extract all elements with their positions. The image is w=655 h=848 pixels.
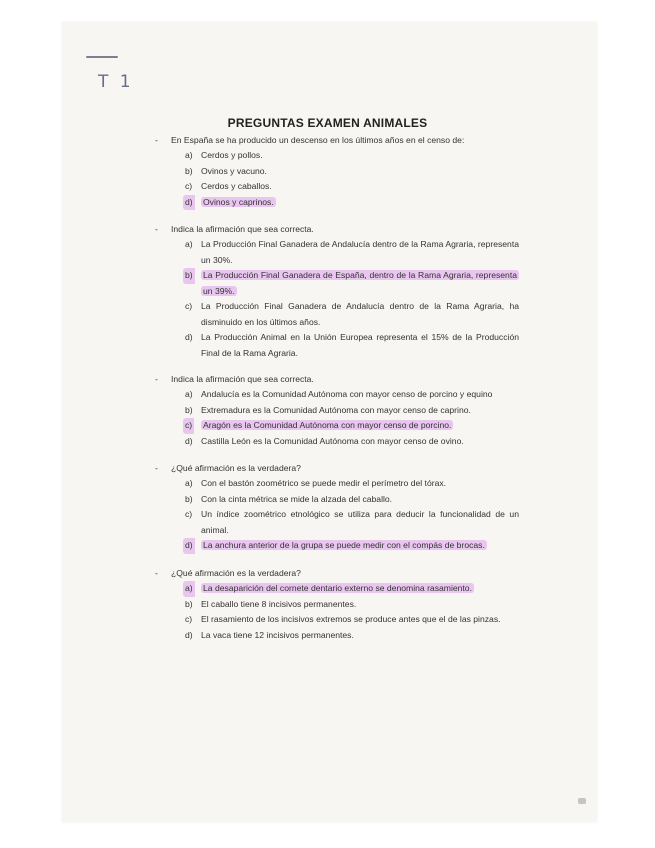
option-text: Cerdos y pollos. [201,150,263,160]
option-c: c) La Producción Final Ganadera de Andalucía dentro de la Rama Agraria, ha disminuido en los últimos años. [155,299,535,330]
bullet-dash: - [155,374,158,384]
option-text: El rasamiento de los incisivos extremos se produce antes que el de las pinzas. [201,614,501,624]
highlighted-answer: Ovinos y caprinos. [203,196,274,207]
option-text: Ovinos y vacuno. [201,165,267,176]
bullet-dash: - [155,224,158,234]
option-text: Cerdos y caballos. [201,181,272,191]
option-text: Con el bastón zoométrico se puede medir el perímetro del tórax. [201,478,447,488]
option-b-highlighted: b) La Producción Final Ganadera de España, dentro de la Rama Agraria, representa un 39%. [185,270,517,296]
option-c: c) El rasamiento de los incisivos extremos se produce antes que el de las pinzas. [155,612,535,628]
option-b: b) Con la cinta métrica se mide la alzada del caballo. [155,492,535,508]
highlighted-answer: La anchura anterior de la grupa se puede medir con el compás de brocas. [203,540,485,550]
question-stem: Indica la afirmación que sea correcta. [171,374,314,384]
pen-mark [86,56,118,58]
option-text: El caballo tiene 8 incisivos permanentes. [201,598,357,609]
option-b: b) Extremadura es la Comunidad Autónoma con mayor censo de caprino. [155,403,535,419]
option-a: a) Cerdos y pollos. [155,148,535,164]
question-4 [155,460,535,554]
option-d-highlighted: d) La anchura anterior de la grupa se puede medir con el compás de brocas. [155,538,535,554]
option-text: La vaca tiene 12 incisivos permanentes. [201,629,354,640]
option-text: La Producción Final Ganadera de Andalucía dentro de la Rama Agraria, representa un 30%. [201,239,519,265]
option-a: a) La Producción Final Ganadera de Andalucía dentro de la Rama Agraria, representa un 30%. [155,237,535,268]
option-d: d) La Producción Animal en la Unión Europea representa el 15% de la Producción Final de la Rama Agraria. [155,330,535,361]
question-3 [155,371,535,449]
question-2 [155,221,535,361]
option-text: Extremadura es la Comunidad Autónoma con mayor censo de caprino. [201,404,471,415]
question-stem: En España se ha producido un descenso en los últimos años en el censo de: [171,135,465,145]
option-a: a) Andalucía es la Comunidad Autónoma con mayor censo de porcino y equino [155,387,535,403]
bullet-dash: - [155,568,158,578]
question-stem: Indica la afirmación que sea correcta. [171,224,314,234]
option-d: d) La vaca tiene 12 incisivos permanentes. [155,628,535,644]
option-d: d) Castilla León es la Comunidad Autónoma con mayor censo de ovino. [155,434,535,450]
bullet-dash: - [155,135,158,145]
page-title: PREGUNTAS EXAMEN ANIMALES [227,116,428,130]
handwritten-note: T 1 [98,72,134,92]
question-5 [155,565,535,643]
highlighted-answer: La Producción Final Ganadera de España, dentro de la Rama Agraria, representa un 39%. [203,270,517,296]
option-text: Andalucía es la Comunidad Autónoma con mayor censo de porcino y equino [201,389,493,399]
question-1 [155,132,535,210]
option-b: b) El caballo tiene 8 incisivos permanentes. [155,597,535,613]
bullet-dash: - [155,463,158,473]
question-stem: ¿Qué afirmación es la verdadera? [171,568,301,578]
highlighted-answer: La desaparición del cornete dentario externo se denomina rasamiento. [203,583,472,593]
option-text: Castilla León es la Comunidad Autónoma con mayor censo de ovino. [201,435,464,446]
corner-mark [578,798,586,804]
option-d-highlighted: d) Ovinos y caprinos. [155,195,535,211]
question-stem: ¿Qué afirmación es la verdadera? [171,463,301,473]
option-c-highlighted: c) Aragón es la Comunidad Autónoma con mayor censo de porcino. [155,418,535,434]
option-text: La Producción Animal en la Unión Europea representa el 15% de la Producción Final de la Rama Agraria. [201,332,519,358]
option-c: c) Un índice zoométrico etnológico se utiliza para deducir la funcionalidad de un animal. [155,507,535,538]
option-text: Un índice zoométrico etnológico se utiliza para deducir la funcionalidad de un animal. [201,509,519,535]
option-c: c) Cerdos y caballos. [155,179,535,195]
option-text: La Producción Final Ganadera de Andalucía dentro de la Rama Agraria, ha disminuido en los últimos años. [201,301,519,327]
highlighted-answer: Aragón es la Comunidad Autónoma con mayor censo de porcino. [203,420,452,430]
option-a: a) Con el bastón zoométrico se puede medir el perímetro del tórax. [155,476,535,492]
option-text: Con la cinta métrica se mide la alzada del caballo. [201,493,393,504]
option-b: b) Ovinos y vacuno. [155,164,535,180]
option-a-highlighted: a) La desaparición del cornete dentario externo se denomina rasamiento. [155,581,535,597]
